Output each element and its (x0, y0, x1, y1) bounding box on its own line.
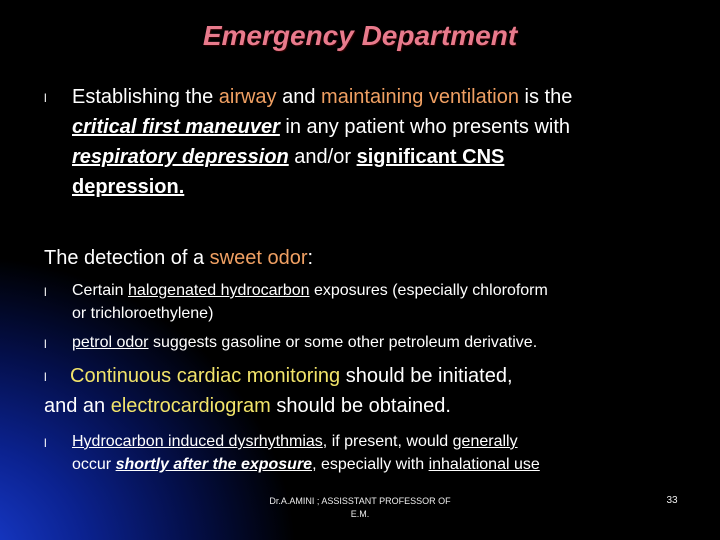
airway-paragraph (72, 82, 702, 202)
page-number: 33 (666, 495, 678, 506)
bullet-icon: l (44, 337, 47, 351)
airway-line-4: depression. (72, 176, 185, 198)
petrol-item: petrol odor suggests gasoline or some other petroleum derivative. (72, 334, 538, 351)
bullet-icon: l (44, 436, 47, 450)
bullet-icon: l (44, 370, 47, 384)
sweet-odor-heading: The detection of a sweet odor: (44, 247, 314, 269)
airway-line-2: critical first maneuver in any patient who presents with (72, 116, 571, 138)
halogenated-item: Certain halogenated hydrocarbon exposures (especially chloroform or trichloroethylene) (72, 282, 548, 322)
airway-line-1: Establishing the airway and maintaining ventilation is the (72, 86, 573, 108)
bullet-icon: l (44, 91, 47, 105)
slide-title: Emergency Department (202, 20, 518, 51)
monitoring-paragraph: Continuous cardiac monitoring should be initiated, and an electrocardiogram should be obtained. (44, 365, 513, 417)
airway-line-3: respiratory depression and/or significant CNS (72, 146, 505, 168)
dysrhythmia-item: Hydrocarbon induced dysrhythmias, if present, would generally occur shortly after the exposure, especially with inhalational use (72, 433, 540, 473)
bullet-icon: l (44, 285, 47, 299)
slide-footer: Dr.A.AMINI ; ASSISSTANT PROFESSOR OF E.M. (269, 496, 451, 519)
